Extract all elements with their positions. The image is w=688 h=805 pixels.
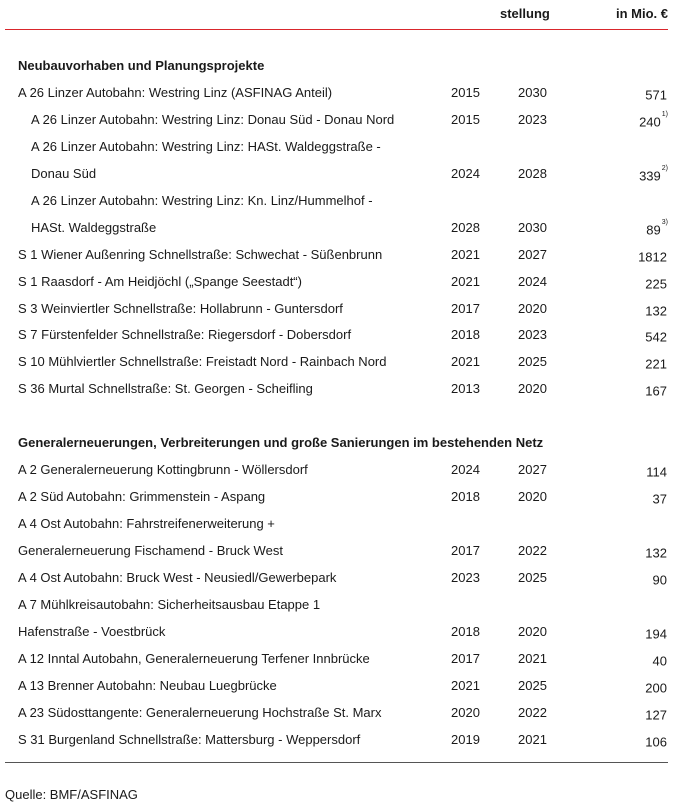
table-row: A 13 Brenner Autobahn: Neubau Luegbrücke 2021 2025 200 [18,678,667,696]
table-bottom-divider [5,762,668,763]
table-row: A 4 Ost Autobahn: Bruck West - Neusiedl/Gewerbepark 2023 2025 90 [18,570,667,588]
table-row: S 3 Weinviertler Schnellstraße: Hollabrunn - Guntersdorf 2017 2020 132 [18,301,667,319]
table-row: A 26 Linzer Autobahn: Westring Linz: Donau Süd - Donau Nord 2015 2023 240$^{1)}$ [31,111,668,130]
table-row: A 12 Inntal Autobahn, Generalerneuerung Terfener Innbrücke 2017 2021 40 [18,651,667,669]
table-row: S 1 Wiener Außenring Schnellstraße: Schwechat - Süßenbrunn 2021 2027 1812 [18,247,667,265]
table-row: Donau Süd 2024 2028 339$^{2)}$ [31,165,668,184]
table-row: S 36 Murtal Schnellstraße: St. Georgen - Scheifling 2013 2020 167 [18,381,667,399]
section-title: Generalerneuerungen, Verbreiterungen und große Sanierungen im bestehenden Netz [18,435,544,450]
source-note: Quelle: BMF/ASFINAG [5,787,138,802]
table-row: A 26 Linzer Autobahn: Westring Linz: Kn. Linz/Hummelhof - [31,193,373,208]
table-row: A 4 Ost Autobahn: Fahrstreifenerweiterung + [18,516,275,531]
table-row: A 26 Linzer Autobahn: Westring Linz: HASt. Waldeggstraße - [31,139,381,154]
table-row: A 2 Generalerneuerung Kottingbrunn - Wöllersdorf 2024 2027 114 [18,462,667,480]
table-row: S 10 Mühlviertler Schnellstraße: Freistadt Nord - Rainbach Nord 2021 2025 221 [18,354,667,372]
column-header-cost: in Mio. € [616,6,668,21]
column-header-start: stellung [500,6,550,21]
table-row: S 31 Burgenland Schnellstraße: Mattersburg - Weppersdorf 2019 2021 106 [18,732,667,750]
table-row: Hafenstraße - Voestbrück 2018 2020 194 [18,624,667,642]
table-row: A 7 Mühlkreisautobahn: Sicherheitsausbau Etappe 1 [18,597,321,612]
table-row: A 2 Süd Autobahn: Grimmenstein - Aspang 2018 2020 37 [18,489,667,507]
table-row: S 7 Fürstenfelder Schnellstraße: Riegersdorf - Dobersdorf 2018 2023 542 [18,327,667,345]
section-title: Neubauvorhaben und Planungsprojekte [18,58,265,73]
table-row: A 23 Südosttangente: Generalerneuerung Hochstraße St. Marx 2020 2022 127 [18,705,667,723]
table-row: S 1 Raasdorf - Am Heidjöchl („Spange Seestadt“) 2021 2024 225 [18,274,667,292]
table-row: HASt. Waldeggstraße 2028 2030 89$^{3)}$ [31,219,668,238]
header-divider [5,29,668,30]
table-row: A 26 Linzer Autobahn: Westring Linz (ASFINAG Anteil) 2015 2030 571 [18,85,667,103]
table-row: Generalerneuerung Fischamend - Bruck West 2017 2022 132 [18,543,667,561]
